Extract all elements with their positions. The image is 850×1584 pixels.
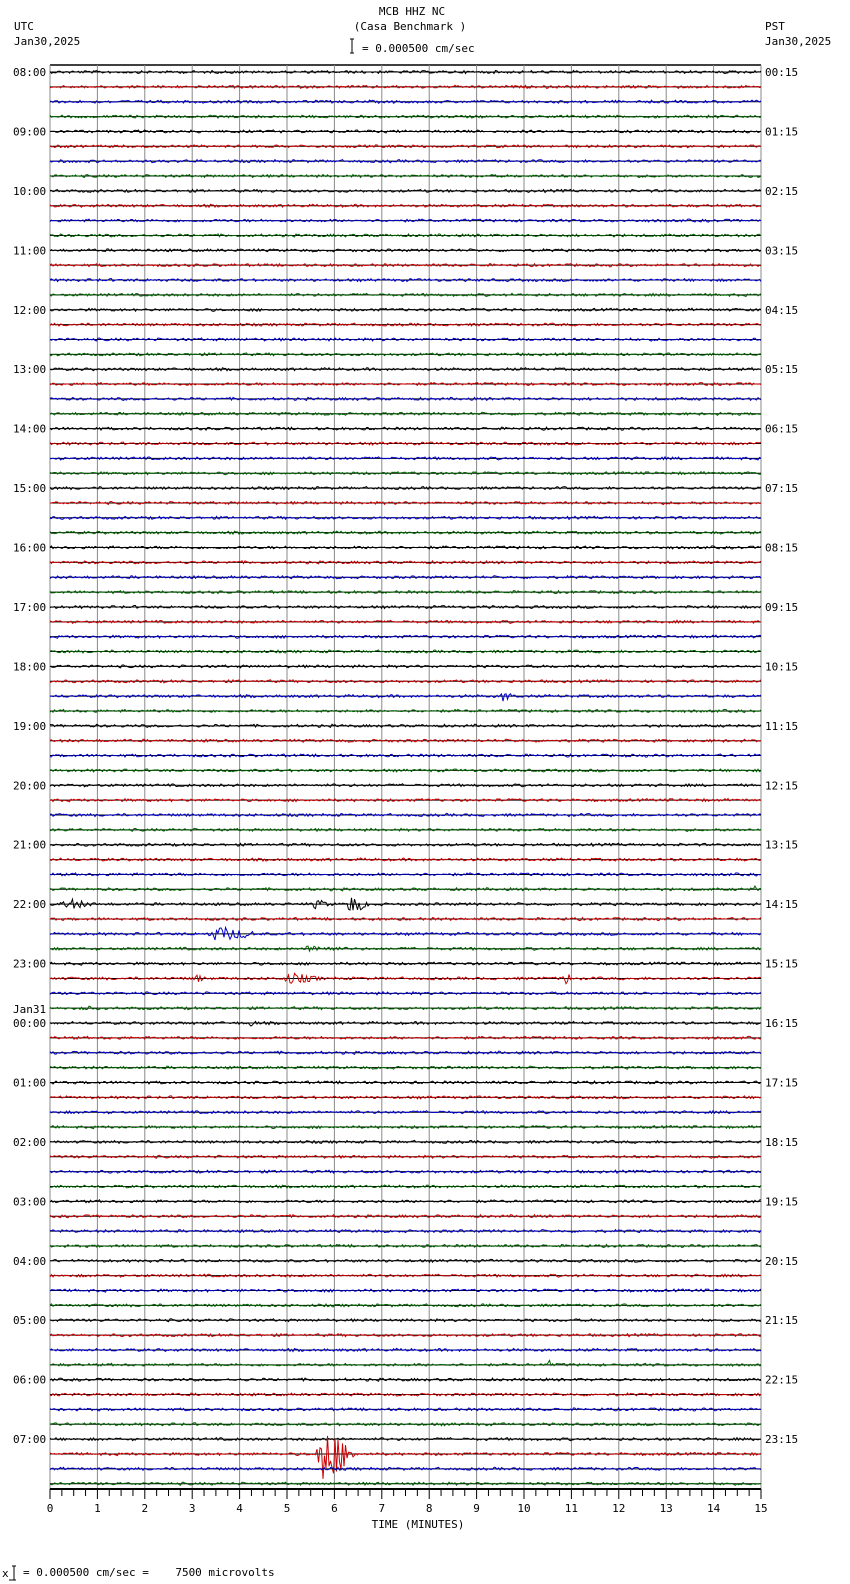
pst-hour-label: 05:15 (765, 363, 799, 377)
pst-hour-label: 15:15 (765, 957, 799, 971)
footer-scale-note: = 0.000500 cm/sec = 7500 microvolts (23, 1566, 275, 1579)
utc-hour-label: 11:00 (13, 244, 47, 258)
footer-prefix: x (2, 1567, 9, 1580)
seismic-trace (50, 799, 761, 802)
seismic-trace (50, 1185, 761, 1188)
seismic-trace (50, 85, 761, 88)
utc-hour-label: 19:00 (13, 719, 47, 733)
traces (50, 71, 761, 1486)
seismic-trace (50, 1096, 761, 1099)
seismic-trace (50, 279, 761, 282)
x-tick-label: 10 (517, 1502, 531, 1515)
pst-hour-label: 01:15 (765, 125, 799, 139)
utc-hour-label: 22:00 (13, 898, 47, 912)
scale-bar-icon (350, 39, 354, 53)
pst-hour-label: 16:15 (765, 1017, 799, 1031)
pst-hour-label: 12:15 (765, 779, 799, 793)
pst-hour-label: 07:15 (765, 482, 799, 496)
x-tick-label: 6 (331, 1502, 338, 1515)
pst-hour-label: 20:15 (765, 1254, 799, 1268)
utc-hour-label: 08:00 (13, 66, 47, 79)
pst-hour-label: 18:15 (765, 1135, 799, 1149)
pst-hour-label: 02:15 (765, 184, 799, 198)
x-axis (47, 1489, 768, 1515)
utc-hour-label: 16:00 (13, 541, 47, 555)
utc-hour-label: 04:00 (13, 1254, 47, 1268)
utc-hour-label: 14:00 (13, 422, 47, 436)
utc-hour-label: 18:00 (13, 660, 47, 674)
utc-hour-label: 07:00 (13, 1433, 47, 1447)
x-axis-label: TIME (MINUTES) (371, 1518, 465, 1531)
pst-hour-label: 19:15 (765, 1195, 799, 1209)
x-tick-label: 2 (141, 1502, 149, 1515)
seismic-trace (50, 1436, 761, 1479)
seismic-trace (50, 1393, 761, 1396)
scale-label: = 0.000500 cm/sec (362, 42, 475, 55)
pst-hour-label: 21:15 (765, 1314, 799, 1328)
seismic-trace (50, 886, 761, 891)
pst-hour-label: 00:15 (765, 66, 799, 79)
x-tick-label: 0 (46, 1502, 54, 1515)
utc-hour-label: 00:00 (13, 1017, 47, 1031)
x-tick-label: 8 (425, 1502, 433, 1515)
utc-hour-label: 05:00 (13, 1314, 47, 1328)
pst-hour-label: 17:15 (765, 1076, 799, 1090)
utc-hour-label: 17:00 (13, 600, 47, 614)
pst-hour-label: 13:15 (765, 838, 799, 852)
utc-hour-label: 01:00 (13, 1076, 47, 1090)
pst-hour-label: 10:15 (765, 660, 799, 674)
right-date: Jan30,2025 (765, 35, 832, 48)
utc-hour-label: 10:00 (13, 184, 47, 198)
x-tick-label: 3 (188, 1502, 196, 1515)
pst-hour-label: 22:15 (765, 1373, 799, 1387)
pst-hour-label: 06:15 (765, 422, 799, 436)
station-subtitle: (Casa Benchmark ) (353, 20, 467, 33)
pst-hour-label: 09:15 (765, 600, 799, 614)
pst-hour-label: 14:15 (765, 898, 799, 912)
utc-hour-label: 03:00 (13, 1195, 47, 1209)
pst-hour-label: 11:15 (765, 719, 799, 733)
utc-hour-label: 13:00 (13, 363, 47, 377)
utc-hour-label: 15:00 (13, 482, 47, 496)
date-change-label: Jan31 (13, 1003, 47, 1017)
seismic-trace (50, 769, 761, 772)
x-tick-label: 5 (283, 1502, 291, 1515)
seismic-trace (50, 1289, 761, 1292)
seismic-trace (50, 1360, 761, 1366)
utc-hour-label: 20:00 (13, 779, 47, 793)
utc-hour-label: 02:00 (13, 1135, 47, 1149)
pst-hour-label: 03:15 (765, 244, 799, 258)
x-tick-label: 12 (612, 1502, 626, 1515)
footer-scale-bar-icon (9, 1566, 16, 1580)
pst-hour-label: 23:15 (765, 1433, 799, 1447)
seismic-trace (50, 1066, 761, 1069)
right-timezone: PST (765, 20, 785, 33)
x-tick-label: 14 (706, 1502, 721, 1515)
seismic-trace (50, 1111, 761, 1114)
x-tick-label: 15 (754, 1502, 768, 1515)
pst-hour-label: 08:15 (765, 541, 799, 555)
x-tick-label: 13 (659, 1502, 673, 1515)
x-tick-label: 1 (94, 1502, 101, 1515)
utc-hour-label: 06:00 (13, 1373, 47, 1387)
utc-hour-label: 23:00 (13, 957, 47, 971)
utc-hour-label: 21:00 (13, 838, 47, 852)
seismic-trace (50, 694, 761, 701)
station-title: MCB HHZ NC (378, 5, 446, 18)
seismic-trace (50, 412, 761, 415)
pst-hour-label: 04:15 (765, 303, 799, 317)
x-tick-label: 4 (236, 1502, 243, 1515)
utc-hour-label: 09:00 (13, 125, 47, 139)
left-date: Jan30,2025 (14, 35, 81, 48)
x-tick-label: 7 (378, 1502, 386, 1515)
left-timezone: UTC (14, 20, 34, 33)
x-tick-label: 11 (564, 1502, 579, 1515)
x-tick-label: 9 (473, 1502, 480, 1515)
seismic-trace (50, 1021, 761, 1026)
utc-hour-label: 12:00 (13, 303, 47, 317)
